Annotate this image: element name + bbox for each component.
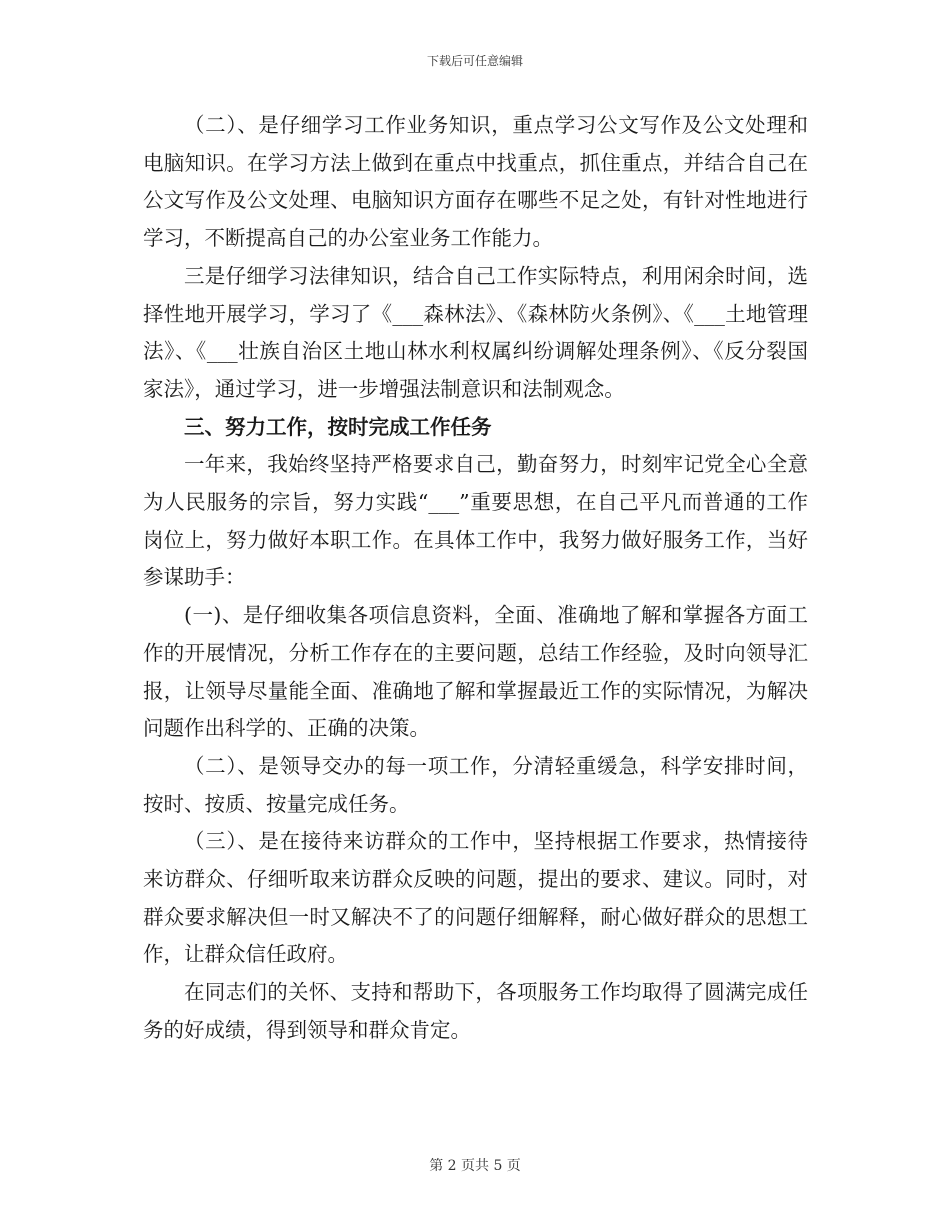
section-heading: 三、努力工作，按时完成工作任务 [184,414,492,439]
page-footer: 第 2 页共 5 页 [429,1158,521,1174]
paragraph-year-summary: 一年来，我始终坚持严格要求自己，勤奋努力，时刻牢记党全心全意为人民服务的宗旨，努力实践“___”重要思想，在自己平凡而普通的工作岗位上，努力做好本职工作。在具体工作中，我努力做好服务工作，当好参谋助手： [143,452,808,590]
paragraph-conclusion: 在同志们的关怀、支持和帮助下，各项服务工作均取得了圆满完成任务的好成绩，得到领导和群众肯定。 [143,980,808,1042]
page-header: 下载后可任意编辑 [426,54,523,68]
paragraph-assigned-work: （二）、是领导交办的每一项工作，分清轻重缓急，科学安排时间，按时、按质、按量完成任务。 [143,753,808,816]
paragraph-collect-info: (一)、是仔细收集各项信息资料，全面、准确地了解和掌握各方面工作的开展情况，分析工作存在的主要问题，总结工作经验，及时向领导汇报，让领导尽量能全面、准确地了解和掌握最近工作的实际情况，为解决问题作出科学的、正确的决策。 [143,603,808,741]
paragraph-study-business: （二）、是仔细学习工作业务知识，重点学习公文写作及公文处理和电脑知识。在学习方法上做到在重点中找重点，抓住重点，并结合自己在公文写作及公文处理、电脑知识方面存在哪些不足之处，有针对性地进行学习，不断提高自己的办公室业务工作能力。 [143,113,808,251]
paragraph-study-law: 三是仔细学习法律知识，结合自己工作实际特点，利用闲余时间，选择性地开展学习，学习了《___森林法》、《森林防火条例》、《___土地管理法》、《___壮族自治区土地山林水利权属纠纷调解处理条例》、《反分裂国家法》，通过学习，进一步增强法制意识和法制观念。 [143,263,808,401]
document-body [143,107,808,1050]
paragraph-reception: （三）、是在接待来访群众的工作中，坚持根据工作要求，热情接待来访群众、仔细听取来访群众反映的问题，提出的要求、建议。同时，对群众要求解决但一时又解决不了的问题仔细解释，耐心做好群众的思想工作，让群众信任政府。 [143,829,808,967]
